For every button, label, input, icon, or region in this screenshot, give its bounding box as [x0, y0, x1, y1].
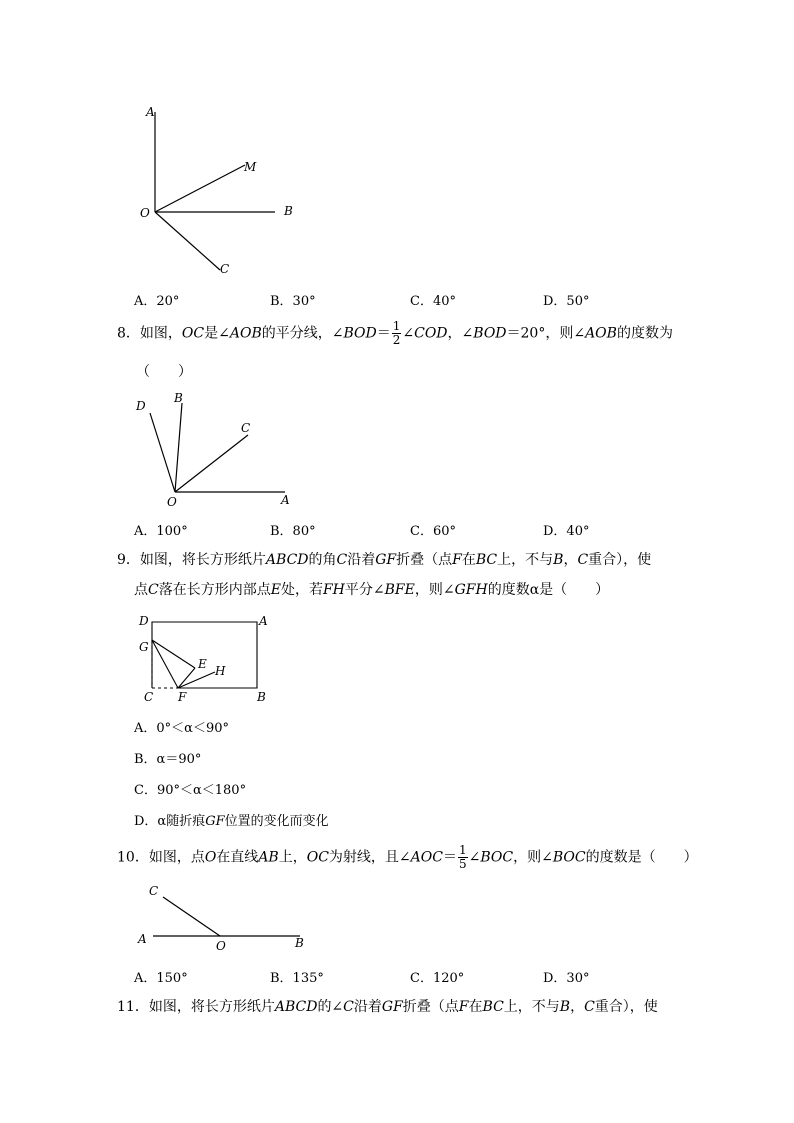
q10-option-d: D．30°	[543, 971, 590, 986]
q8-figure	[130, 385, 310, 515]
ray-oc	[175, 435, 248, 492]
ray-od	[150, 413, 175, 492]
label-b: B	[174, 391, 183, 405]
q8-question-text: 8．如图，OC是∠AOB的平分线，∠BOD＝ $\frac{1}{2}$ ∠COD，∠BOD＝20°，则∠AOB的度数为	[117, 319, 673, 347]
label-a: A	[259, 614, 268, 628]
segment-fe	[178, 668, 195, 688]
label-d: D	[136, 399, 146, 413]
label-b: B	[257, 690, 266, 704]
ray-oc	[163, 897, 220, 936]
label-b: B	[284, 204, 293, 218]
q11-question-text: 11．如图，将长方形纸片ABCD的∠C沿着GF折叠（点F在BC上，不与B，C重合），使	[117, 999, 658, 1015]
label-b: B	[295, 936, 304, 950]
rectangle-abcd	[152, 622, 257, 688]
ray-fh	[178, 672, 215, 688]
label-a: A	[146, 105, 155, 119]
fraction: $\frac{1}{5}$	[458, 843, 467, 871]
q9-question-line1: 9．如图，将长方形纸片ABCD的角C沿着GF折叠（点F在BC上，不与B，C重合），使	[117, 552, 652, 568]
label-c: C	[144, 690, 154, 704]
q9-question-line2: 点C落在长方形内部点E处，若FH平分∠BFE，则∠GFH的度数α是（ ）	[134, 582, 610, 598]
q9-option-b: B．α＝90°	[134, 752, 202, 767]
q8-option-d: D．40°	[543, 524, 590, 539]
label-o: O	[216, 939, 226, 953]
q9-figure	[135, 610, 275, 705]
q10-option-b: B．135°	[270, 971, 324, 986]
q7-figure	[130, 100, 330, 285]
label-h: H	[215, 664, 226, 678]
label-a: A	[281, 493, 290, 507]
q9-option-d: D．α随折痕GF位置的变化而变化	[134, 814, 329, 829]
ray-ob	[175, 403, 182, 492]
label-d: D	[139, 614, 149, 628]
label-m: M	[244, 160, 257, 174]
q7-option-c: C．40°	[410, 294, 456, 309]
fraction: $\frac{1}{2}$	[392, 319, 401, 347]
ray-om	[155, 165, 245, 212]
label-o: O	[140, 206, 150, 220]
q7-option-a: A．20°	[134, 294, 180, 309]
q8-option-b: B．80°	[270, 524, 316, 539]
q7-option-b: B．30°	[270, 294, 316, 309]
q9-option-c: C．90°＜α＜180°	[134, 783, 247, 798]
label-f: F	[178, 690, 187, 704]
label-a: A	[138, 932, 147, 946]
label-e: E	[198, 657, 207, 671]
q8-option-c: C．60°	[410, 524, 456, 539]
q10-figure	[135, 880, 315, 955]
q8-option-a: A．100°	[134, 524, 188, 539]
label-c: C	[220, 262, 230, 276]
segment-ge	[152, 640, 195, 668]
q7-option-d: D．50°	[543, 294, 590, 309]
q10-option-a: A．150°	[134, 971, 188, 986]
q10-question-text: 10．如图，点O在直线AB上，OC为射线，且∠AOC＝ $\frac{1}{5}$ ∠BOC，则∠BOC的度数是（ ）	[117, 843, 698, 871]
label-c: C	[241, 421, 251, 435]
q9-option-a: A．0°＜α＜90°	[134, 721, 229, 736]
q10-option-c: C．120°	[410, 971, 465, 986]
q8-answer-paren: （ ）	[136, 364, 192, 380]
label-c: C	[149, 884, 159, 898]
label-o: O	[167, 495, 177, 509]
label-g: G	[139, 640, 149, 654]
ray-oc	[155, 212, 220, 270]
crease-gf	[152, 640, 178, 688]
